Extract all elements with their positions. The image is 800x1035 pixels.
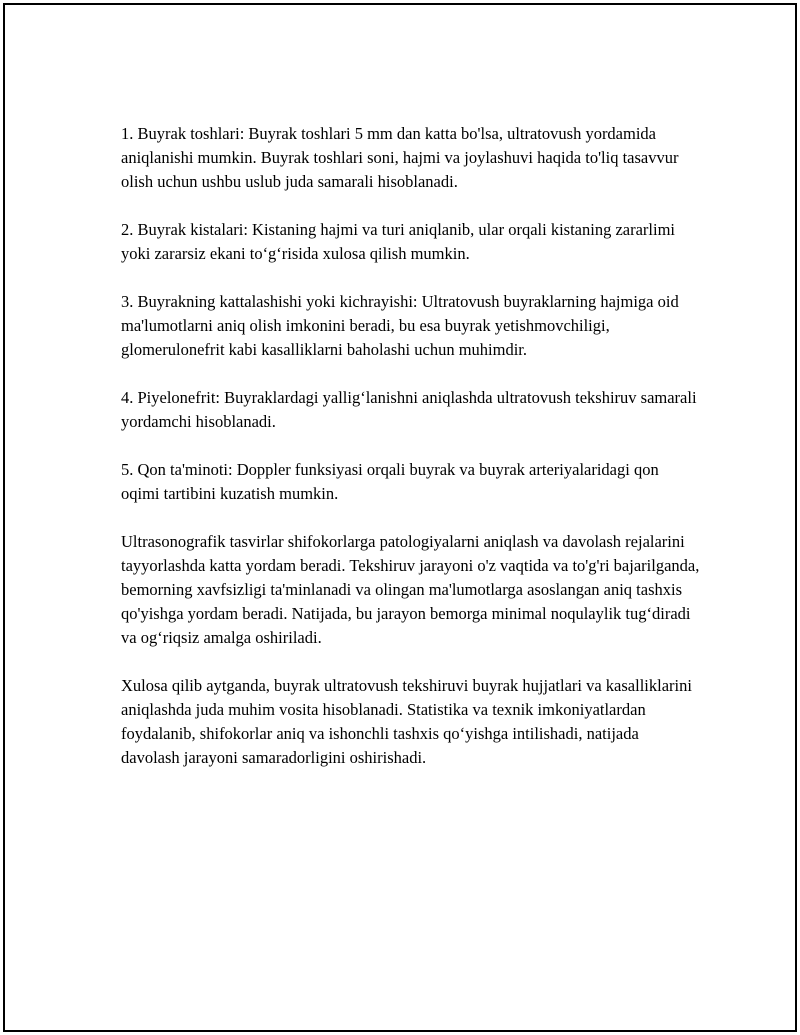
paragraph-ultrasonographic-images: Ultrasonografik tasvirlar shifokorlarga patologiyalarni aniqlash va davolash rejalarini tayyorlashda katta yordam beradi. Tekshiruv jarayoni o'z vaqtida va to'g'ri bajarilganda, bemorning xavfsizligi ta'minlanadi va olingan ma'lumotlarga asoslangan aniq tashxis qo'yishga yordam beradi. Natijada, bu jarayon bemorga minimal noqulaylik tug‘diradi va og‘riqsiz amalga oshiriladi. [121,532,700,647]
paragraph-blood-supply: 5. Qon ta'minoti: Doppler funksiyasi orqali buyrak va buyrak arteriyalaridagi qon oqimi tartibini kuzatish mumkin. [121,460,659,503]
paragraph-pyelonephritis: 4. Piyelonefrit: Buyraklardagi yallig‘lanishni aniqlashda ultratovush tekshiruv samarali yordamchi hisoblanadi. [121,388,697,431]
paragraph-kidney-stones: 1. Buyrak toshlari: Buyrak toshlari 5 mm dan katta bo'lsa, ultratovush yordamida aniqlanishi mumkin. Buyrak toshlari soni, hajmi va joylashuvi haqida to'liq tasavvur olish uchun ushbu uslub juda samarali hisoblanadi. [121,124,679,191]
document-page [3,3,797,1032]
document-body [121,122,701,794]
paragraph-kidney-size: 3. Buyrakning kattalashishi yoki kichrayishi: Ultratovush buyraklarning hajmiga oid ma'lumotlarni aniq olish imkonini beradi, bu esa buyrak yetishmovchiligi, glomerulonefrit kabi kasalliklarni baholashi uchun muhimdir. [121,292,679,359]
paragraph-conclusion: Xulosa qilib aytganda, buyrak ultratovush tekshiruvi buyrak hujjatlari va kasalliklarini aniqlashda juda muhim vosita hisoblanadi. Statistika va texnik imkoniyatlardan foydalanib, shifokorlar aniq va ishonchli tashxis qo‘yishga intilishadi, natijada davolash jarayoni samaradorligini oshirishadi. [121,676,692,767]
paragraph-kidney-cysts: 2. Buyrak kistalari: Kistaning hajmi va turi aniqlanib, ular orqali kistaning zararlimi yoki zararsiz ekani to‘g‘risida xulosa qilish mumkin. [121,220,675,263]
